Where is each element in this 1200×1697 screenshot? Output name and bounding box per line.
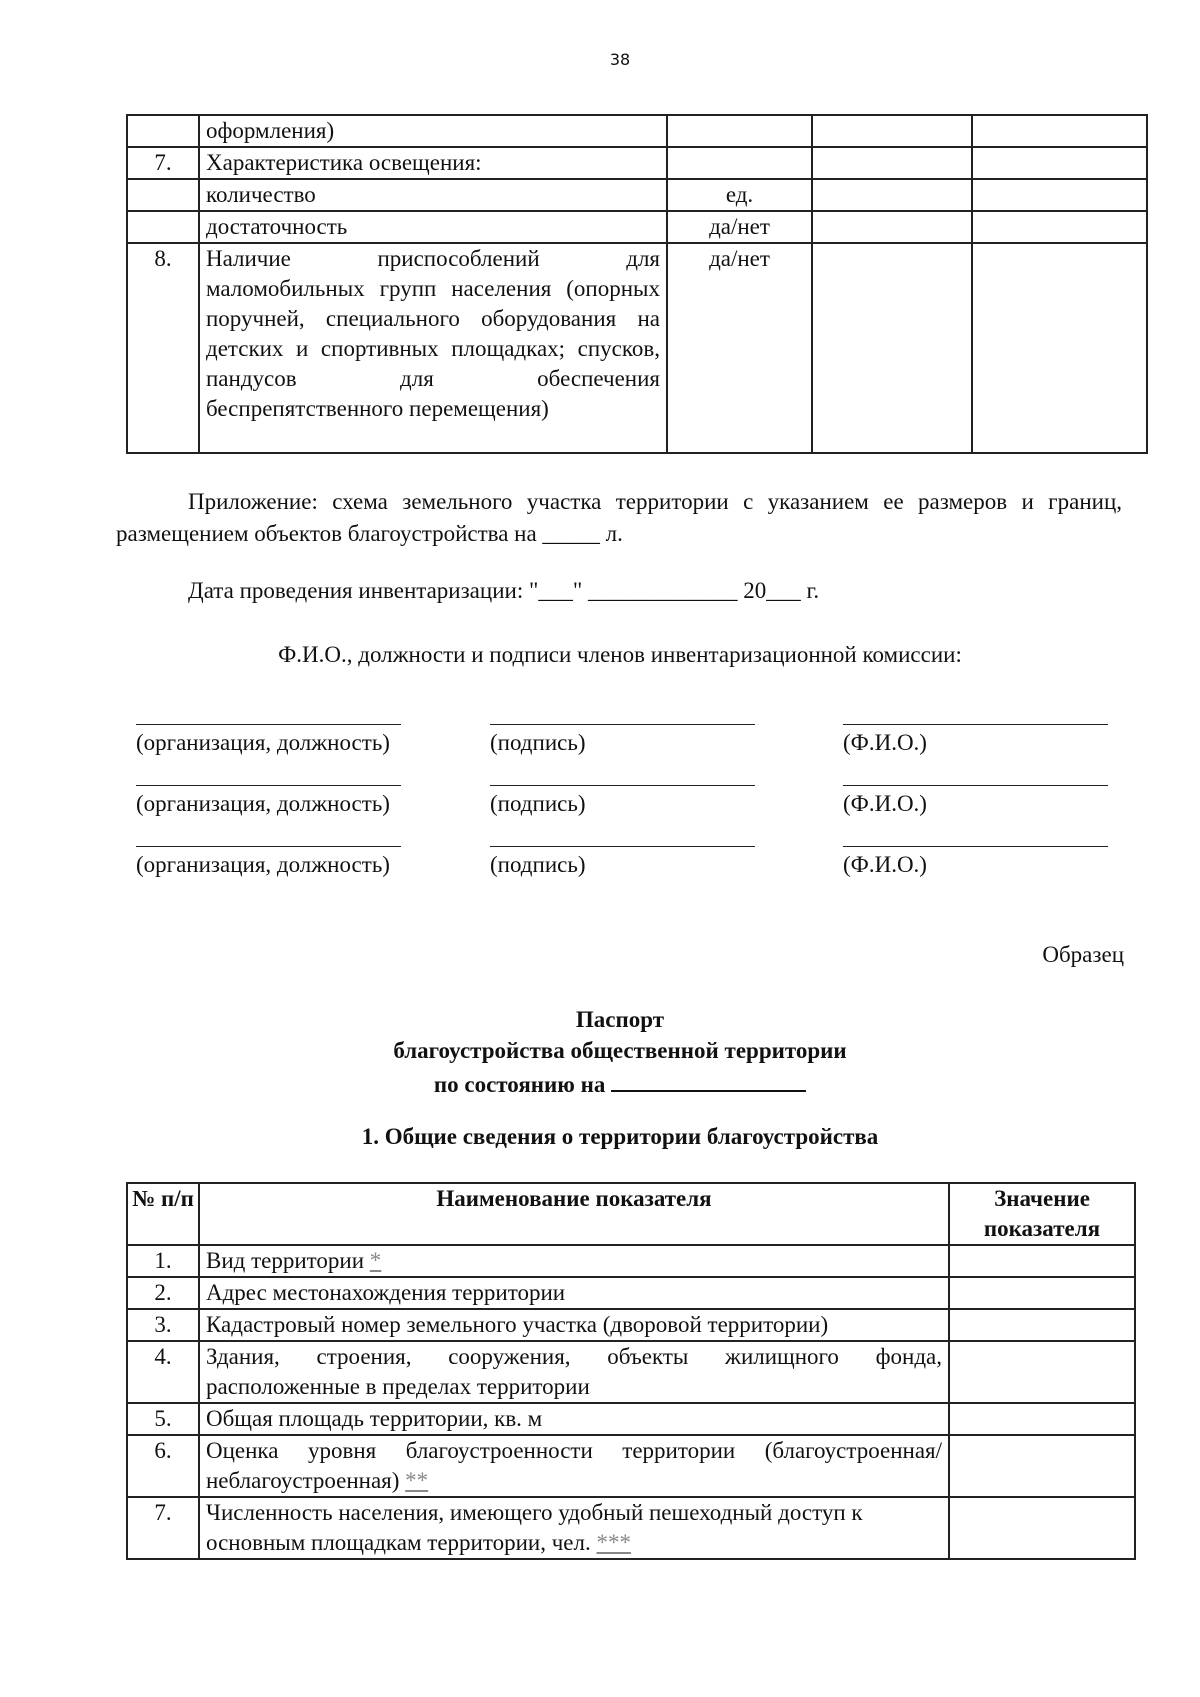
empty-cell [812,147,972,179]
row-text: Наличие приспособлений для маломобильных групп населения (опорных поручней, специального оборудования на детских и спортивных площадках; спусков, пандусов для обеспечения беспрепятственного перемещения) [199,243,667,453]
value-cell [949,1277,1135,1309]
org-signature-line [136,724,401,725]
row-number: 6. [127,1435,199,1497]
table-row [127,211,1147,243]
empty-cell [972,211,1147,243]
appendix-paragraph: Приложение: схема земельного участка территории с указанием ее размеров и границ, размещением объектов благоустройства на _____ л. [116,489,1122,546]
row-text: Вид территории [206,1248,365,1273]
row-unit: ед. [667,179,812,211]
value-cell [949,1435,1135,1497]
value-cell [949,1341,1135,1403]
row-number: 1. [127,1245,199,1277]
org-position-label: (организация, должность) [136,791,390,816]
table-row [127,1277,1135,1309]
sign-signature-line [490,724,755,725]
header-indicator-value: Значение показателя [949,1183,1135,1245]
row-unit [667,115,812,147]
passport-title-block [0,1004,1200,1100]
general-info-table [126,1182,1136,1560]
table-row [127,115,1147,147]
page-number: 38 [609,50,631,69]
lighting-table [126,114,1148,454]
empty-cell [972,147,1147,179]
footnote-mark: *** [596,1530,631,1555]
passport-subtitle: благоустройства общественной территории [393,1038,847,1063]
fio-label: (Ф.И.О.) [843,852,927,877]
org-position-label: (организация, должность) [136,730,390,755]
row-text: Здания, строения, сооружения, объекты жилищного фонда, расположенные в пределах территории [199,1341,949,1403]
org-signature-line [136,846,401,847]
row-text-cell [199,1435,949,1497]
row-number: 5. [127,1403,199,1435]
row-number: 4. [127,1341,199,1403]
empty-cell [972,243,1147,453]
empty-cell [812,243,972,453]
row-unit: да/нет [667,243,812,453]
table-row [127,147,1147,179]
row-number [127,115,199,147]
row-number: 3. [127,1309,199,1341]
org-signature-line [136,785,401,786]
empty-cell [812,179,972,211]
signature-label: (подпись) [490,791,586,816]
value-cell [949,1497,1135,1559]
inventory-date-line: Дата проведения инвентаризации: "___" _____________ 20___ г. [188,578,820,603]
table-row [127,243,1147,453]
signature-label: (подпись) [490,730,586,755]
section-heading: 1. Общие сведения о территории благоустройства [361,1124,879,1149]
footnote-mark: * [369,1248,382,1273]
row-number: 7. [127,147,199,179]
empty-cell [972,179,1147,211]
row-text: Оценка уровня благоустроенности территории (благоустроенная/ неблагоустроенная) [206,1438,942,1493]
table-row [127,1435,1135,1497]
row-text: достаточность [199,211,667,243]
row-text: Численность населения, имеющего удобный пешеходный доступ к основным площадкам территории, чел. [206,1500,863,1555]
row-number: 2. [127,1277,199,1309]
fio-signature-line [843,785,1108,786]
passport-state-prefix: по состоянию на [433,1072,606,1097]
row-text: Общая площадь территории, кв. м [199,1403,949,1435]
empty-cell [812,211,972,243]
row-text: Адрес местонахождения территории [199,1277,949,1309]
row-text: Характеристика освещения: [199,147,667,179]
row-unit: да/нет [667,211,812,243]
value-cell [949,1245,1135,1277]
table-header-row [127,1183,1135,1245]
row-number: 7. [127,1497,199,1559]
fio-signature-line [843,724,1108,725]
table-row [127,1497,1135,1559]
footnote-mark: ** [405,1468,429,1493]
fio-signature-line [843,846,1108,847]
row-number: 8. [127,243,199,453]
table-row [127,1341,1135,1403]
row-text: оформления) [199,115,667,147]
table-row [127,1403,1135,1435]
sample-label: Образец [1042,942,1124,967]
date-blank-field [611,1066,806,1092]
row-text-cell [199,1245,949,1277]
row-text: количество [199,179,667,211]
row-number [127,179,199,211]
table-row [127,1309,1135,1341]
row-text-cell [199,1497,949,1559]
table-row [127,179,1147,211]
sign-signature-line [490,846,755,847]
fio-label: (Ф.И.О.) [843,730,927,755]
empty-cell [972,115,1147,147]
passport-title: Паспорт [575,1007,665,1032]
empty-cell [812,115,972,147]
passport-state-line [0,1066,1200,1100]
row-unit [667,147,812,179]
sign-signature-line [490,785,755,786]
org-position-label: (организация, должность) [136,852,390,877]
header-number: № п/п [127,1183,199,1245]
value-cell [949,1403,1135,1435]
row-text: Кадастровый номер земельного участка (дворовой территории) [199,1309,949,1341]
header-indicator-name: Наименование показателя [199,1183,949,1245]
commission-caption: Ф.И.О., должности и подписи членов инвентаризационной комиссии: [278,642,962,667]
value-cell [949,1309,1135,1341]
fio-label: (Ф.И.О.) [843,791,927,816]
signature-label: (подпись) [490,852,586,877]
table-row [127,1245,1135,1277]
row-number [127,211,199,243]
